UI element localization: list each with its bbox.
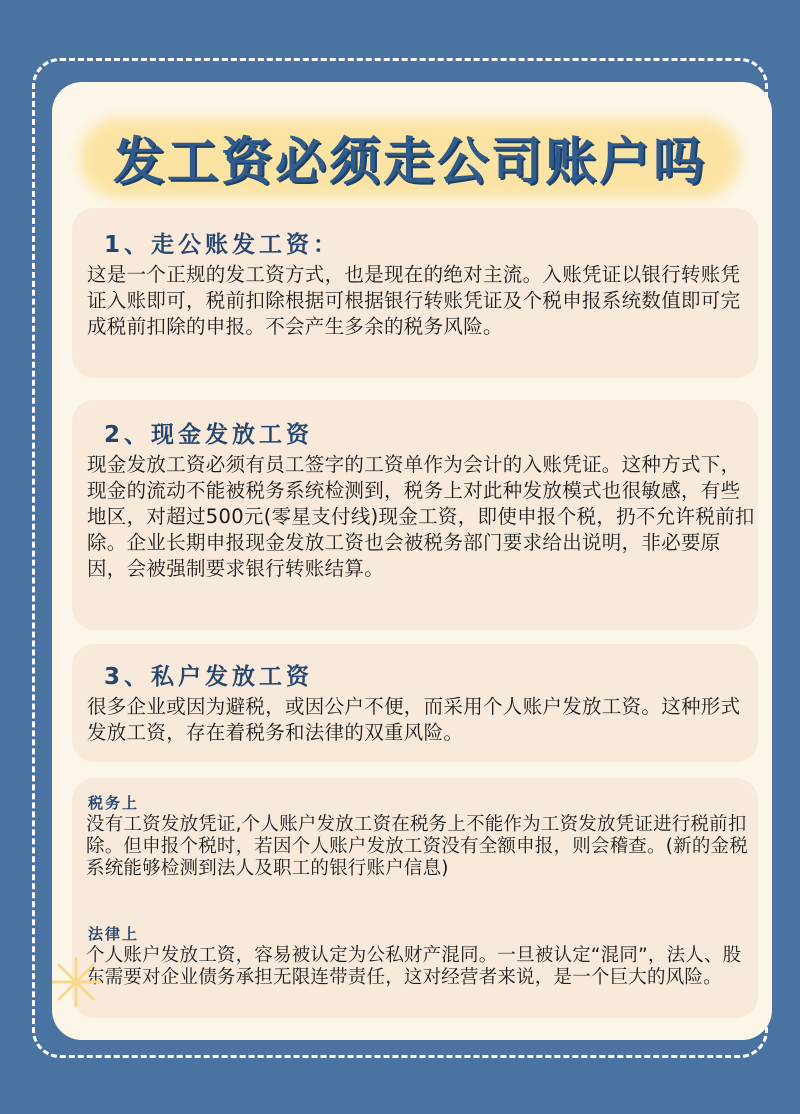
page-title: 发工资必须走公司账户吗: [112, 133, 707, 192]
sparkle-icon: [52, 952, 106, 1012]
content-card: [52, 82, 772, 1040]
section-box-2: [72, 400, 758, 630]
section-heading-3: 3、私户发放工资: [104, 664, 314, 690]
section-body-2: 现金发放工资必须有员工签字的工资单作为会计的入账凭证。这种方式下，现金的流动不能被税务系统检测到，税务上对此种发放模式也很敏感，有些地区，对超过500元(零星支付线)现金工资，即使申报个税，扔不允许税前扣除。企业长期申报现金发放工资也会被税务部门要求给出说明，非必要原因，会被强制要求银行转账结算。: [87, 453, 755, 580]
title-area: [60, 106, 760, 202]
risk-body-tax: 没有工资发放凭证,个人账户发放工资在税务上不能作为工资发放凭证进行税前扣除。但申报个税时，若因个人账户发放工资没有全额申报，则会稽查。(新的金税系统能够检测到法人及职工的银行账户信息): [86, 814, 748, 879]
risk-heading-legal: 法律上: [88, 925, 140, 943]
risk-body-legal: 个人账户发放工资，容易被认定为公私财产混同。一旦被认定“混同”，法人、股东需要对企业债务承担无限连带责任，这对经营者来说，是一个巨大的风险。: [86, 945, 742, 988]
section-heading-2: 2、现金发放工资: [104, 422, 314, 448]
risk-box: [72, 778, 758, 1018]
section-box-1: [72, 208, 758, 378]
section-body-1: 这是一个正规的发工资方式，也是现在的绝对主流。入账凭证以银行转账凭证入账即可，税前扣除根据可根据银行转账凭证及个税申报系统数值即可完成税前扣除的申报。不会产生多余的税务风险。: [87, 263, 741, 338]
section-heading-1: 1、走公账发工资：: [104, 232, 341, 258]
section-box-3: [72, 644, 758, 762]
section-body-3: 很多企业或因为避税，或因公户不便，而采用个人账户发放工资。这种形式发放工资，存在着税务和法律的双重风险。: [87, 695, 741, 744]
risk-heading-tax: 税务上: [88, 794, 140, 812]
